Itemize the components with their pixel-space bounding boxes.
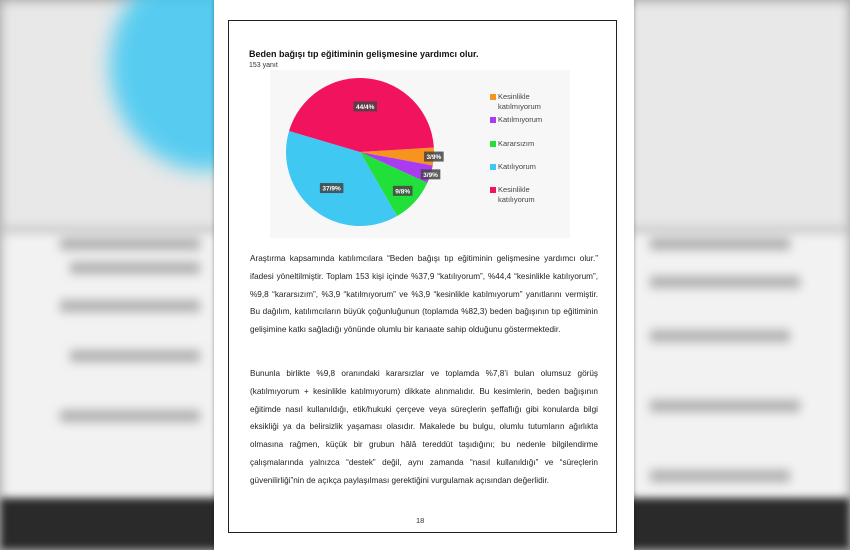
pie-data-label-4 (320, 183, 344, 193)
page-number: 18 (416, 516, 425, 525)
svg-text:3/9%: 3/9% (426, 154, 442, 162)
pie-data-label-5 (353, 101, 377, 111)
legend-label: Kararsızım (498, 139, 535, 148)
legend-label: Kesinlikle katılıyorum (498, 185, 535, 204)
legend-swatch (490, 94, 496, 100)
paragraph-1: Araştırma kapsamında katılımcılara “Beden bağışı tıp eğitiminin gelişmesine yardımcı olur.” ifadesi yöneltilmiştir. Toplam 153 kişi içinde %37,9 “katılıyorum”, %44,4 “kesinlikle katılıyorum”, %9,8 “kararsızım”, %3,9 “katılmıyorum” ve %3,9 “kesinlikle katılmıyorum” yanıtlarını vermiştir. Bu dağılım, katılımcıların büyük çoğunluğunun (toplamda %82,3) beden bağışının tıp eğitiminin gelişimine katkı sağladığı yönünde olumlu bir kanaate sahip olduğunu göstermektedir. (250, 254, 598, 335)
legend-label: Katılmıyorum (498, 115, 543, 124)
pie-data-label-1 (424, 152, 444, 162)
pie-data-label-2 (421, 169, 441, 179)
legend-swatch (490, 164, 496, 170)
svg-text:9/8%: 9/8% (395, 188, 411, 196)
chart-title: Beden bağışı tıp eğitiminin gelişmesine yardımcı olur. (249, 49, 479, 59)
svg-text:37/9%: 37/9% (322, 185, 341, 193)
legend-swatch (490, 141, 496, 147)
chart-response-count: 153 yanıt (249, 62, 278, 69)
pie-data-label-3 (393, 186, 413, 196)
svg-text:44/4%: 44/4% (355, 103, 375, 111)
legend-label: Katılıyorum (498, 162, 536, 171)
legend-label: Kesinlikle katılmıyorum (498, 92, 541, 111)
paragraph-2: Bununla birlikte %9,8 oranındaki kararsızlar ve toplamda %7,8’i bulan olumsuz görüş (katılmıyorum + kesinlikle katılmıyorum) dikkate alınmalıdır. Bu kesimlerin, beden bağışının eğitimde nasıl kullanıldığı, etik/hukuki çerçeve veya süreçlerin şeffaflığı gibi konularda bilgi eksikliği ya da belirsizlik yaşaması olasıdır. Makalede bu bulgu, olumlu tutumların ağırlıkta olmasına rağmen, küçük bir grubun hâlâ tereddüt taşıdığını; bu nedenle bilgilendirme çalışmalarında yalnızca “destek” değil, aynı zamanda “nasıl kullanıldığı” ve “süreçlerin güvenilirliği”nin de açıkça paylaşılması gerektiğini vurgulamak açısından değerlidir. (250, 369, 598, 485)
legend-swatch (490, 187, 496, 193)
legend-swatch (490, 117, 496, 123)
svg-text:3/9%: 3/9% (423, 171, 438, 179)
